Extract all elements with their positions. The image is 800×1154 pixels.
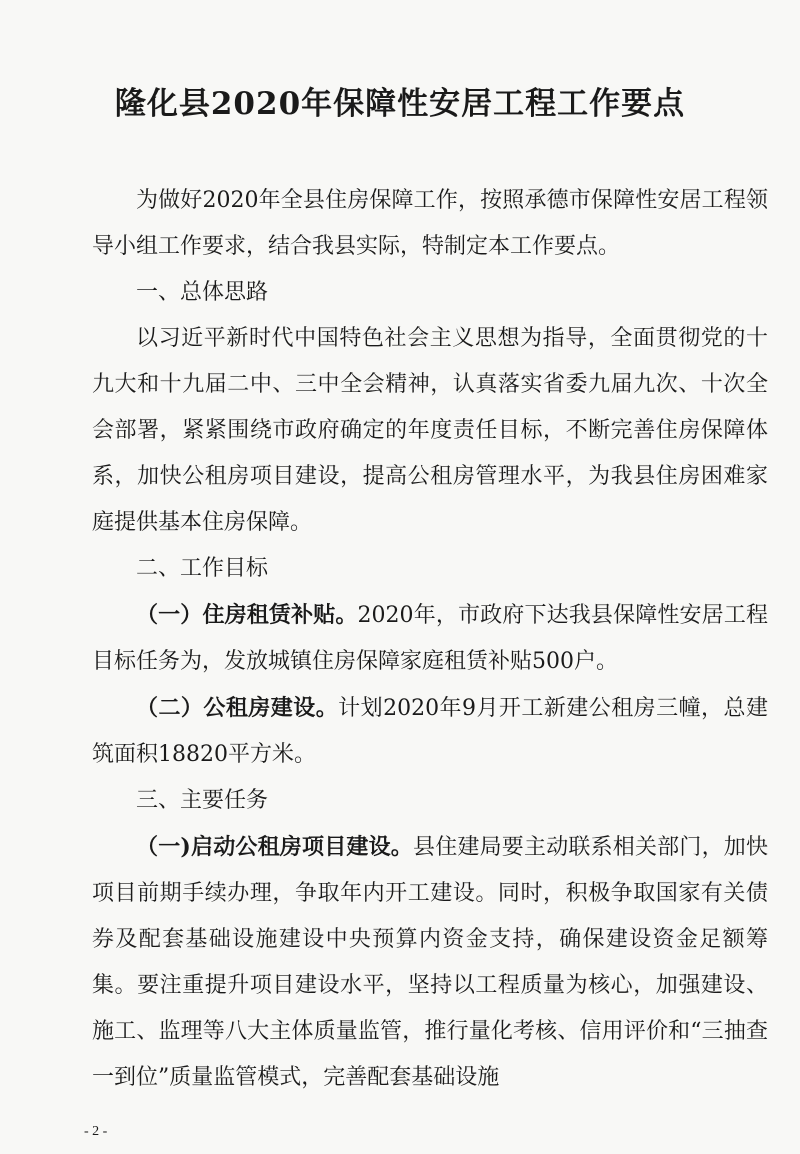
section-2-item-1-text: 2020年，市政府下达我县保障性安居工程目标任务为，发放城镇住房保障家庭租赁补贴500户。 bbox=[92, 603, 768, 674]
document-title: 隆化县2020年保障性安居工程工作要点 bbox=[114, 86, 686, 122]
section-2-heading: 二、工作目标 bbox=[136, 556, 269, 581]
intro-paragraph: 为做好2020年全县住房保障工作，按照承德市保障性安居工程领导小组工作要求，结合我县实际，特制定本工作要点。 bbox=[92, 188, 768, 259]
section-3-heading: 三、主要任务 bbox=[136, 788, 269, 813]
section-2-item-1 bbox=[92, 592, 768, 685]
section-2-item-2-lead: （二）公租房建设。 bbox=[136, 695, 339, 721]
section-1-paragraph: 以习近平新时代中国特色社会主义思想为指导，全面贯彻党的十九大和十九届二中、三中全会精神，认真落实省委九届九次、十次全会部署，紧紧围绕市政府确定的年度责任目标，不断完善住房保障体系，加快公租房项目建设，提高公租房管理水平，为我县住房困难家庭提供基本住房保障。 bbox=[92, 326, 768, 535]
section-1-heading: 一、总体思路 bbox=[136, 280, 269, 305]
section-3-item-1-lead: （一)启动公租房项目建设。 bbox=[136, 834, 413, 860]
section-3-item-1-text: 县住建局要主动联系相关部门，加快项目前期手续办理，争取年内开工建设。同时，积极争取国家有关债券及配套基础设施建设中央预算内资金支持，确保建设资金足额筹集。要注重提升项目建设水平，坚持以工程质量为核心，加强建设、施工、监理等八大主体质量监管，推行量化考核、信用评价和“三抽查一到位”质量监管模式，完善配套基础设施 bbox=[92, 835, 768, 1090]
section-2-item-1-lead: （一）住房租赁补贴。 bbox=[136, 602, 358, 628]
section-2-item-2-text: 计划2020年9月开工新建公租房三幢，总建筑面积18820平方米。 bbox=[92, 696, 768, 767]
document-body bbox=[92, 178, 768, 1101]
section-3-item-1 bbox=[92, 824, 768, 1101]
section-2-item-2 bbox=[92, 685, 768, 778]
page-number: - 2 - bbox=[84, 1124, 108, 1139]
